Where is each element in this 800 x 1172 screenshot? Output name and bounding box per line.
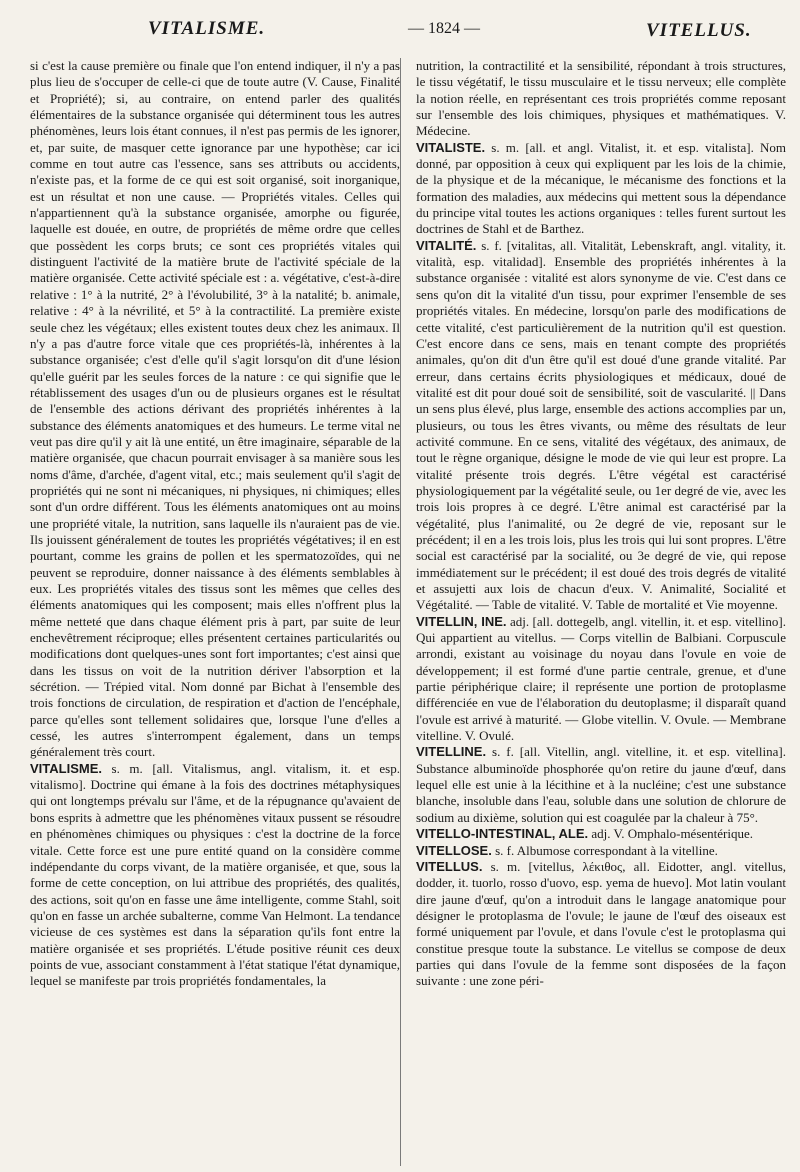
entry-term: VITALITÉ. — [416, 237, 477, 253]
entry-body: s. f. [all. Vitellin, angl. vitelline, it. et esp. vitellina]. Substance albuminoïde phosphorée qu'on retire du jaune d'œuf, dans lequel elle est unie à la lécithine et à la nucléine; c'est une substance blanche, insoluble dans l'eau, soluble dans une solution de chlorure de sodium au dixième, solution qui est coagulée par la chaleur à 75°. — [416, 744, 786, 825]
entry-term: VITELLIN, INE. — [416, 613, 507, 629]
running-header — [30, 6, 786, 42]
header-right-term: VITELLUS. — [646, 20, 752, 41]
entry-body: adj. [all. dottegelb, angl. vitellin, it. et esp. vitellino]. Qui appartient au vitellus. — Corps vitellin de Balbiani. Corpuscule arrondi, existant au voisinage du noyau dans l'ovule en voie de développement; il est formé d'une partie centrale, grenue, et d'une partie périphérique claire; il représente une portion de protoplasme différenciée en vue de l'élaboration du deutoplasme; il disparaît quand l'ovule est arrivé à maturité. — Globe vitellin. V. Ovule. — Membrane vitelline. V. Ovulé. — [416, 613, 786, 744]
right-column — [416, 58, 786, 1172]
entry-vitalite — [416, 238, 786, 614]
page-number: — 1824 — — [408, 20, 480, 37]
entry-vitello-intestinal — [416, 826, 786, 842]
entry-vitaliste — [416, 140, 786, 238]
text-columns — [30, 58, 786, 1172]
entry-body: s. m. [all. et angl. Vitalist, it. et esp. vitalista]. Nom donné, par opposition à ceux qui expliquent par les lois de la chimie, de la physique et de la mécanique, le mécanisme des fonctions et la formation des maladies, aux médecins qui mettent sous la dépendance du principe vital toutes les actions organiques : telles furent surtout les doctrines de Stahl et de Barthez. — [416, 139, 786, 237]
entry-body: s. m. [all. Vitalismus, angl. vitalism, it. et esp. vitalismo]. Doctrine qui émane à la fois des doctrines métaphysiques qui ont longtemps prévalu sur l'âme, et de la répugnance qu'avaient de bons esprits à admettre que les phénomènes vitaux pussent se résoudre en phénomènes chimiques ou physiques : c'est la doctrine de la force vitale. Cette force est une pure entité quand on la considère comme indépendante du corps vivant, de la matière organisée, et que, sous la forme de cette conception, on lui attribue des propriétés, des qualités, des actions, soit qu'on en fasse une âme intelligente, comme Stahl, soit qu'on en fasse un archée subalterne, comme Van Helmont. La tendance vicieuse de ces systèmes est dans la séparation qu'ils font entre la matière organisée et ses propriétés. L'étude positive réunit ces deux points de vue, associant constamment à l'état statique l'état dynamique, lequel se manifeste par trois propriétés fondamentales, la — [30, 760, 400, 989]
entry-body: s. f. [vitalitas, all. Vitalität, Lebenskraft, angl. vitality, it. vitalità, esp. vitalidad]. Ensemble des propriétés inhérentes à la substance organisée : vitalité est alors synonyme de vie. C'est dans ce sens qu'on dit la vitalité d'un tissu, pour exprimer l'ensemble de ses propriétés vitales. En médecine, lorsqu'on parle des modifications de cette vitalité, c'est particulièrement de la nutrition qu'il est question. C'est encore dans ce sens, mais en tenant compte des propriétés animales, qu'on dit d'un être qu'il est doué d'une grande vitalité. Par erreur, dans certains écrits physiologiques et médicaux, doué de vitalité est dit pour doué soit de sensibilité, soit de vascularité. || Dans un sens plus élevé, plus large, ensemble des actions accomplies par un, plusieurs, ou tous les êtres vivants, ou même des résultats de leur activité commune. En ce sens, vitalité des végétaux, des animaux, de tout le règne organique, désigne le mode de vie qui leur est propre. La vitalité présente trois degrés. L'être végétal est caractérisé physiologiquement par la végétalité seule, ou 1er degré de vie, avec les trois lois propres à ce degré. L'être animal est caractérisé par la végétalité, plus l'animalité, ou 2e degré de vie, reposant sur le précédent; il en a les trois lois, plus les trois qui lui sont propres. L'être social est caractérisé par la socialité, ou 3e degré de vie, qui repose immédiatement sur le précédent; il est doué des trois degrés de vitalité et assujetti aux lois de chacun d'eux. V. Animalité, Socialité et Végétalité. — Table de vitalité. V. Table de mortalité et Vie moyenne. — [416, 237, 786, 613]
entry-vitellose — [416, 843, 786, 859]
entry-body: s. m. [vitellus, λέκιθος, all. Eidotter, angl. vitellus, dodder, it. tuorlo, rosso d'uovo, esp. yema de huevo]. Mot latin voulant dire jaune d'œuf, qu'on a introduit dans le langage anatomique pour désigner le protoplasma de l'ovule; le jaune de l'œuf des oiseaux est formé uniquement par l'ovule, et dans l'ovule c'est le protoplasma qui constitue presque toute la substance. Le vitellus se compose de deux parties qui dans l'ovule de la femme sont disposées de la façon suivante : une zone péri- — [416, 858, 786, 989]
entry-vitellus — [416, 859, 786, 990]
entry-body: s. f. Albumose correspondant à la vitelline. — [495, 842, 718, 858]
entry-term: VITELLUS. — [416, 858, 483, 874]
header-left-term: VITALISME. — [148, 18, 266, 39]
entry-vitellin — [416, 614, 786, 745]
entry-term: VITELLOSE. — [416, 842, 492, 858]
entry-term: VITELLO-INTESTINAL, ALE. — [416, 826, 589, 842]
entry-vitelline — [416, 744, 786, 826]
left-column — [30, 58, 400, 1172]
entry-term: VITALISME. — [30, 760, 102, 776]
entry-term: VITELLINE. — [416, 744, 487, 760]
entry-continuation: nutrition, la contractilité et la sensibilité, répondant à trois structures, le tissu végétatif, le tissu musculaire et le tissu nerveux; elle complète la notion réelle, en représentant ces trois propriétés comme reposant sur l'ensemble des lois chimiques, physiques et mathématiques. V. Médecine. — [416, 58, 786, 139]
entry-continuation: si c'est la cause première ou finale que l'on entend indiquer, il n'y a pas plus lieu de s'occuper de celle-ci que de toute autre (V. Cause, Finalité et Propriété); si, au contraire, on entend parler des qualités élémentaires de la substance organisée qui déterminent tous les autres phénomènes, leurs lois étant connues, il n'est pas permis de les ignorer, et, par suite, de masquer cette ignorance par une hypothèse; car ici comme en tout autre cas l'essence, sans ses attributs ou accidents, n'existe pas, et la forme de ce qui est soit organisé, soit inorganique, est un résultat et non une cause. — Propriétés vitales. Celles qui n'appartiennent qu'à la substance organisée, amorphe ou figurée, laquelle est douée, en outre, de propriétés de même ordre que celles que possèdent les corps bruts; ce sont ces propriétés vitales qui distinguent l'activité de la matière brute de l'activité spéciale de la matière organisée. Cette activité spéciale est : a. végétative, c'est-à-dire relative : 1° à la nutrité, 2° à l'évolubilité, 3° à la natalité; b. animale, relative : 4° à la névrilité, et 5° à la contractilité. La première existe seule chez les végétaux; elles existent toutes deux chez les animaux. Il n'y a pas d'autre force vitale que ces propriétés-là, inhérentes à la substance organisée; c'est d'elle qu'il s'agit lorsqu'on dit d'une lésion qu'elle guérit par les seules forces de la nature : ce qui signifie que le rétablissement des usages d'un ou de plusieurs organes est le résultat de l'ensemble des actions dérivant des propriétés inhérentes à la substance des éléments anatomiques et des humeurs. Le terme vital ne veut pas dire qu'il y ait là une entité, un être imaginaire, séparable de la matière organisée, que chacun pourrait envisager à sa manière sous les noms d'âme, d'archée, d'agent vital, etc.; mais seulement qu'il s'agit de propriétés qui ne sont ni mécaniques, ni physiques, ni chimiques; elles sont d'un ordre différent. Tous les éléments anatomiques ont au moins une propriété vitale, la nutrition, sans laquelle ils n'auraient pas de vie. Ils jouissent généralement de toutes les propriétés végétatives; il en est pourtant, comme les grains de pollen et les spermatozoïdes, qui ne peuvent se reproduire, donner naissance à des éléments semblables à eux. Les propriétés vitales des tissus sont les mêmes que celles des éléments anatomiques qui les composent; mais elles n'offrent plus la même netteté que dans chaque élément pris à part, par suite de leur enchevêtrement réciproque; elles présentent certaines particularités ou modifications dont quelques-unes sont fort importantes; c'est ainsi que dans les tissus on voit de la nutrition dériver l'absorption et la sécrétion. — Trépied vital. Nom donné par Bichat à l'ensemble des trois fonctions de circulation, de respiration et d'action de l'encéphale, parce qu'elles sont tellement solidaires que, lorsque l'une d'elles a cessé, les autres s'interrompent également, dans un temps généralement très court. — [30, 58, 400, 760]
column-divider — [400, 58, 401, 1166]
entry-term: VITALISTE. — [416, 139, 486, 155]
entry-body: adj. V. Omphalo-mésentérique. — [591, 826, 753, 842]
entry-vitalisme — [30, 761, 400, 990]
